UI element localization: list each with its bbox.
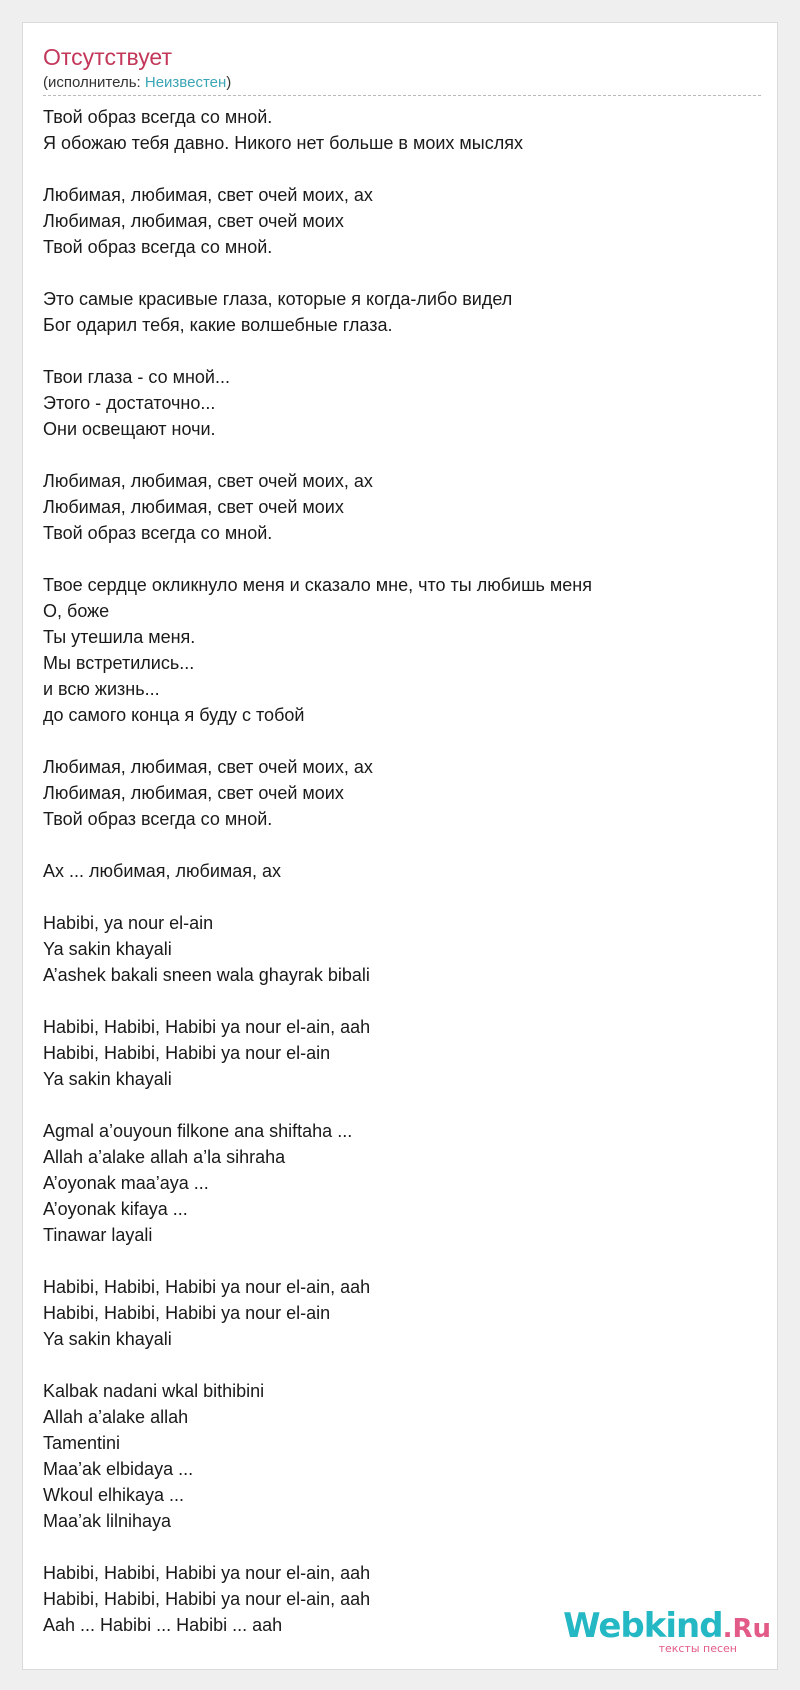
lyric-line: Ya sakin khayali — [43, 1329, 172, 1349]
lyric-line: Они освещают ночи. — [43, 419, 216, 439]
stanza-break — [43, 884, 743, 910]
title-divider — [43, 95, 761, 96]
logo-brand: Webkind — [563, 1606, 723, 1646]
lyric-line: Habibi, Habibi, Habibi ya nour el-ain — [43, 1303, 331, 1323]
lyric-line: Этого - достаточно... — [43, 393, 216, 413]
lyric-line: Твой образ всегда со мной. — [43, 809, 273, 829]
stanza-break — [43, 260, 743, 286]
stanza-break — [43, 442, 743, 468]
stanza-break — [43, 1092, 743, 1118]
lyric-line: Любимая, любимая, свет очей моих, ах — [43, 471, 373, 491]
lyric-line: Ya sakin khayali — [43, 939, 172, 959]
lyric-line: Habibi, Habibi, Habibi ya nour el-ain, aah — [43, 1277, 371, 1297]
lyric-line: Tinawar layali — [43, 1225, 153, 1245]
stanza-break — [43, 1534, 743, 1560]
stanza-break — [43, 988, 743, 1014]
lyric-line: A’oyonak maa’aya ... — [43, 1173, 209, 1193]
stanza-break — [43, 1352, 743, 1378]
song-title: Отсутствует — [43, 44, 172, 70]
lyric-line: Habibi, ya nour el-ain — [43, 913, 214, 933]
lyric-line: Agmal a’ouyoun filkone ana shiftaha ... — [43, 1121, 353, 1141]
lyric-line: Любимая, любимая, свет очей моих — [43, 497, 344, 517]
logo-tld: .Ru — [722, 1614, 771, 1644]
lyric-line: Твои глаза - со мной... — [43, 367, 230, 387]
lyric-line: Allah a’alake allah — [43, 1407, 189, 1427]
lyric-line: Твой образ всегда со мной. — [43, 237, 273, 257]
lyric-line: Твой образ всегда со мной. — [43, 523, 273, 543]
performer-suffix: ) — [226, 74, 232, 91]
lyric-line: Любимая, любимая, свет очей моих, ах — [43, 185, 373, 205]
lyric-line: Я обожаю тебя давно. Никого нет больше в моих мыслях — [43, 133, 523, 153]
lyric-line: до самого конца я буду с тобой — [43, 705, 305, 725]
lyric-line: и всю жизнь... — [43, 679, 160, 699]
lyric-line: Kalbak nadani wkal bithibini — [43, 1381, 265, 1401]
performer-link[interactable]: Неизвестен — [144, 74, 227, 91]
lyric-line: Aah ... Habibi ... Habibi ... aah — [43, 1615, 283, 1635]
lyric-line: Ах ... любимая, любимая, ах — [43, 861, 282, 881]
lyric-line: О, боже — [43, 601, 110, 621]
lyric-line: Твое сердце окликнуло меня и сказало мне, что ты любишь меня — [43, 575, 592, 595]
lyric-line: Любимая, любимая, свет очей моих — [43, 211, 344, 231]
lyric-line: Habibi, Habibi, Habibi ya nour el-ain — [43, 1043, 331, 1063]
performer-line — [43, 73, 231, 93]
lyric-line: Любимая, любимая, свет очей моих, ах — [43, 757, 373, 777]
lyric-line: Maa’ak lilnihaya — [43, 1511, 172, 1531]
lyrics-card — [22, 22, 778, 1670]
lyric-line: Maa’ak elbidaya ... — [43, 1459, 194, 1479]
lyric-line: Ya sakin khayali — [43, 1069, 172, 1089]
lyric-line: Allah a’alake allah a’la sihraha — [43, 1147, 286, 1167]
lyric-line: Wkoul elhikaya ... — [43, 1485, 185, 1505]
stanza-break — [43, 832, 743, 858]
lyric-line: A’ashek bakali sneen wala ghayrak bibali — [43, 965, 370, 985]
lyric-line: Habibi, Habibi, Habibi ya nour el-ain, aah — [43, 1017, 371, 1037]
stanza-break — [43, 156, 743, 182]
lyric-line: Это самые красивые глаза, которые я когда-либо видел — [43, 289, 513, 309]
performer-prefix: (исполнитель: — [43, 74, 145, 91]
site-logo — [563, 1608, 771, 1655]
lyric-line: Tamentini — [43, 1433, 121, 1453]
stanza-break — [43, 546, 743, 572]
lyric-line: Твой образ всегда со мной. — [43, 107, 273, 127]
stanza-break — [43, 728, 743, 754]
lyric-line: Любимая, любимая, свет очей моих — [43, 783, 344, 803]
lyric-line: Ты утешила меня. — [43, 627, 196, 647]
lyric-line: A’oyonak kifaya ... — [43, 1199, 188, 1219]
lyric-line: Habibi, Habibi, Habibi ya nour el-ain, aah — [43, 1563, 371, 1583]
lyric-line: Habibi, Habibi, Habibi ya nour el-ain, aah — [43, 1589, 371, 1609]
lyrics-body — [43, 104, 743, 1638]
lyric-line: Мы встретились... — [43, 653, 195, 673]
logo-tagline: тексты песен — [658, 1642, 737, 1655]
stanza-break — [43, 1248, 743, 1274]
lyric-line: Бог одарил тебя, какие волшебные глаза. — [43, 315, 393, 335]
stanza-break — [43, 338, 743, 364]
